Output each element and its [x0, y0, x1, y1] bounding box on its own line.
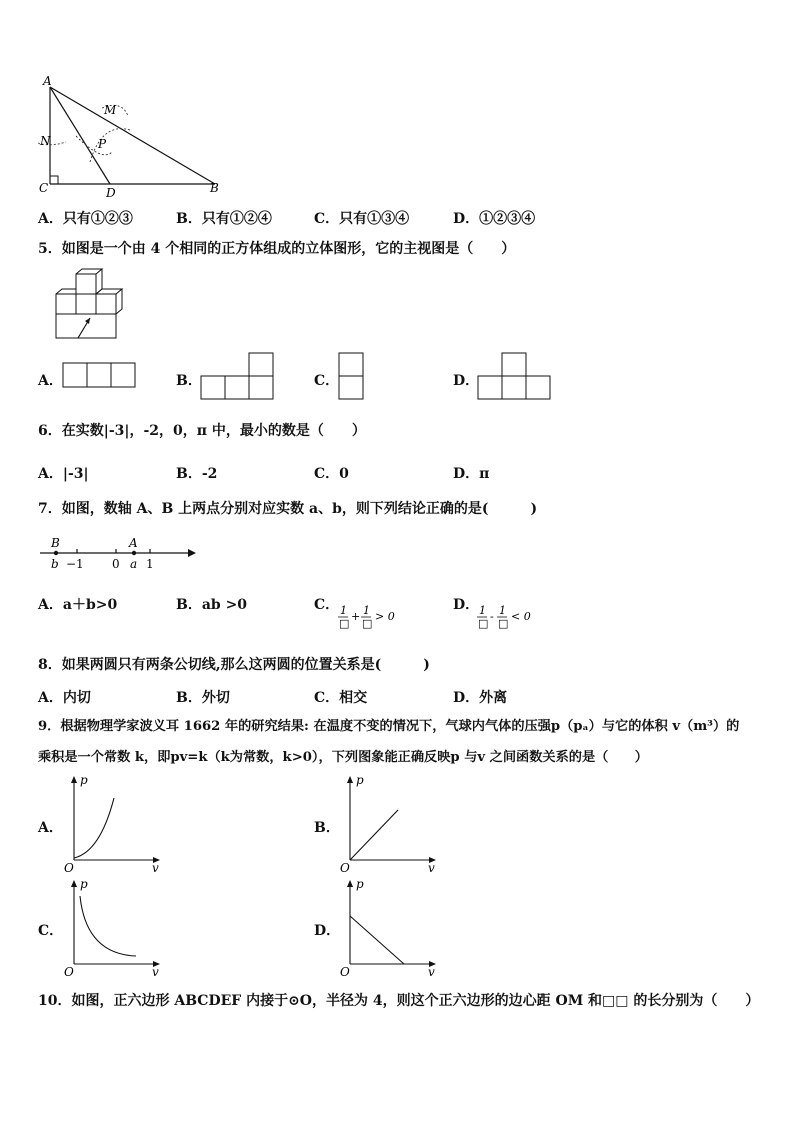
q4-option-a[interactable]: A．只有①②③	[38, 211, 133, 227]
q9-option-a[interactable]: A．	[38, 820, 63, 836]
q7-label-b: b	[51, 557, 59, 571]
q4-label-m: M	[104, 103, 117, 117]
q5-option-a[interactable]: A．	[38, 373, 63, 389]
svg-text:O: O	[64, 965, 74, 979]
svg-text:p: p	[80, 877, 88, 891]
q4-label-d: D	[106, 186, 116, 200]
q4-label-a: A	[43, 74, 52, 88]
q5-option-b-figure[interactable]	[200, 352, 276, 400]
q5-option-d[interactable]: D．	[453, 373, 480, 389]
svg-text:v: v	[428, 861, 435, 875]
svg-text:> 0: > 0	[375, 610, 395, 623]
q4-option-c[interactable]: C．只有①③④	[314, 211, 410, 227]
q9-stem-line2: 乘积是一个常数 k，即pv=k（k为常数，k>0），下列图象能正确反映p 与v 之间函数关系的是（ ）	[38, 750, 648, 765]
svg-text:v: v	[152, 965, 159, 979]
q9-graph-d[interactable]	[336, 876, 440, 980]
q5-stem: 5．如图是一个由 4 个相同的正方体组成的立体图形，它的主视图是（ ）	[38, 241, 516, 257]
q7-label-a: a	[130, 557, 138, 571]
q4-option-b[interactable]: B．只有①②④	[176, 211, 272, 227]
svg-text:p: p	[356, 773, 364, 787]
q5-option-c[interactable]: C．	[314, 373, 340, 389]
svg-text:1: 1	[479, 604, 486, 617]
svg-text:v: v	[152, 861, 159, 875]
q4-label-n: N	[40, 134, 51, 148]
svg-text:□: □	[339, 617, 350, 630]
svg-text:p: p	[356, 877, 364, 891]
svg-text:□: □	[478, 617, 489, 630]
q6-option-b[interactable]: B．-2	[176, 466, 218, 482]
svg-text:O: O	[340, 965, 350, 979]
q10-stem: 10．如图，正六边形 ABCDEF 内接于⊙O，半径为 4，则这个正六边形的边心距 OM 和□□ 的长分别为（ ）	[38, 993, 760, 1009]
svg-text:< 0: < 0	[511, 610, 531, 623]
q4-label-b: B	[210, 181, 219, 195]
q4-triangle-figure	[30, 70, 230, 200]
q9-option-b[interactable]: B．	[314, 820, 340, 836]
q6-stem: 6．在实数|-3|，-2，0，π 中，最小的数是（ ）	[38, 423, 366, 439]
q5-option-c-figure[interactable]	[338, 352, 366, 400]
q8-option-b[interactable]: B．外切	[176, 690, 230, 706]
svg-text:-: -	[490, 610, 494, 623]
q6-option-a[interactable]: A．|-3|	[38, 466, 89, 482]
q9-stem-line1: 9．根据物理学家波义耳 1662 年的研究结果: 在温度不变的情况下，气球内气体的压强p（pₐ）与它的体积 v（m³）的	[38, 719, 740, 734]
q6-option-c[interactable]: C．0	[314, 466, 349, 482]
q9-graph-c[interactable]	[60, 876, 164, 980]
svg-text:+: +	[351, 610, 361, 623]
q5-cube-figure	[52, 268, 132, 344]
q7-option-c-expression[interactable]	[336, 604, 406, 630]
svg-text:1: 1	[363, 604, 370, 617]
q7-label-one: 1	[146, 557, 154, 571]
q8-option-a[interactable]: A．内切	[38, 690, 91, 706]
q7-option-c[interactable]: C．	[314, 597, 340, 613]
q7-stem: 7．如图，数轴 A、B 上两点分别对应实数 a、b，则下列结论正确的是( )	[38, 501, 538, 517]
q7-label-zero: 0	[112, 557, 120, 571]
q8-option-d[interactable]: D．外离	[453, 690, 508, 706]
q9-option-d[interactable]: D．	[314, 923, 341, 939]
q7-label-b-point: B	[51, 536, 60, 550]
q5-option-b[interactable]: B．	[176, 373, 202, 389]
q7-number-line	[36, 536, 206, 572]
q4-option-d[interactable]: D．①②③④	[453, 211, 536, 227]
q4-label-c: C	[39, 181, 49, 195]
svg-text:O: O	[64, 861, 74, 875]
q7-label-neg1: −1	[66, 557, 84, 571]
q9-option-c[interactable]: C．	[38, 923, 64, 939]
q8-stem: 8．如果两圆只有两条公切线,那么这两圆的位置关系是( )	[38, 657, 430, 673]
q5-option-d-figure[interactable]	[477, 352, 555, 400]
q7-option-b[interactable]: B．ab >0	[176, 597, 248, 613]
svg-text:□: □	[362, 617, 373, 630]
svg-text:1: 1	[499, 604, 506, 617]
q7-label-a-point: A	[129, 536, 138, 550]
q9-graph-b[interactable]	[336, 772, 440, 876]
svg-text:O: O	[340, 861, 350, 875]
q5-option-a-figure[interactable]	[62, 362, 138, 388]
svg-text:v: v	[428, 965, 435, 979]
q8-option-c[interactable]: C．相交	[314, 690, 368, 706]
q9-graph-a[interactable]	[60, 772, 164, 876]
svg-text:1: 1	[340, 604, 347, 617]
q7-option-d-expression[interactable]	[475, 604, 545, 630]
svg-text:□: □	[498, 617, 509, 630]
q7-option-a[interactable]: A．a＋b>0	[38, 597, 118, 613]
svg-text:p: p	[80, 773, 88, 787]
q4-label-p: P	[98, 137, 107, 151]
q6-option-d[interactable]: D．π	[453, 466, 490, 482]
q7-option-d[interactable]: D．	[453, 597, 480, 613]
